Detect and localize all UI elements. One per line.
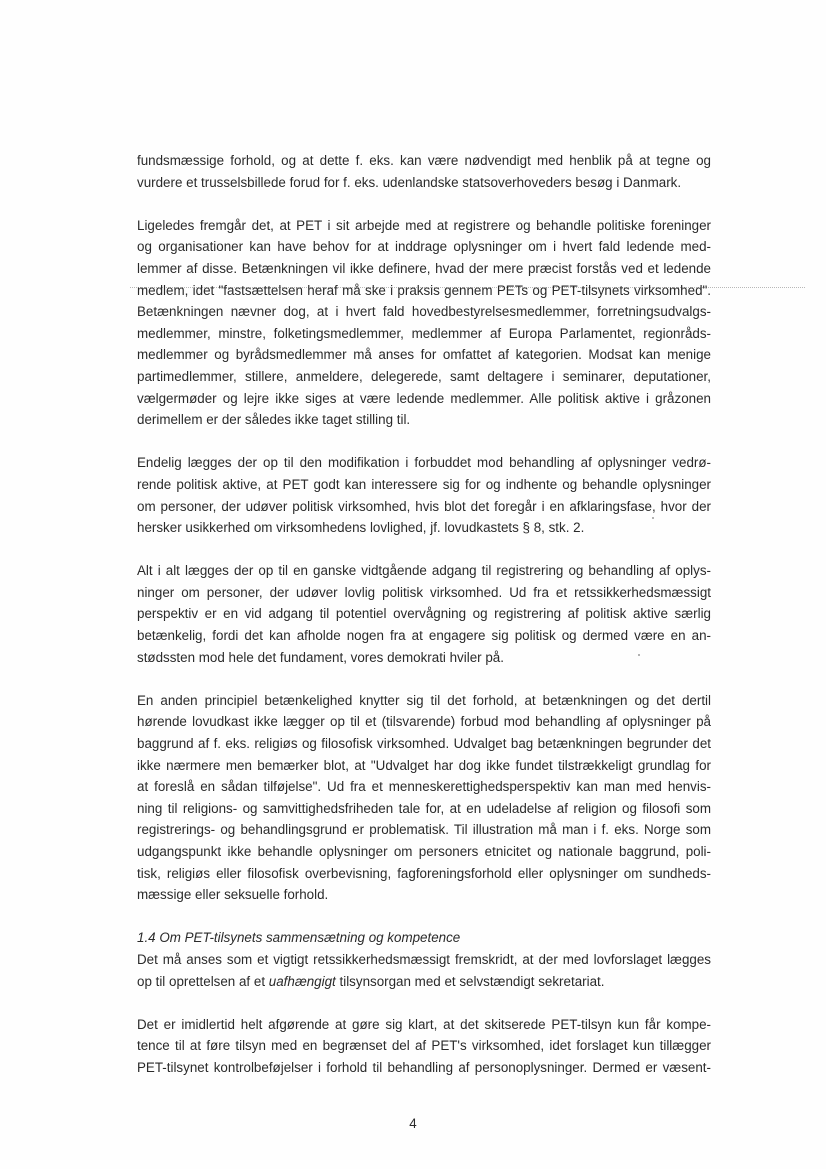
- text-fragment: op til oprettelsen af et: [137, 973, 269, 989]
- text-line: Ligeledes fremgår det, at PET i sit arbejde med at registrere og behandle politiske foreninger: [137, 217, 711, 233]
- paragraph-2: [137, 215, 711, 431]
- text-line: [137, 971, 711, 993]
- text-line: udgangspunkt ikke behandle oplysninger om personers etnicitet og nationale baggrund, poli-: [137, 844, 711, 859]
- text-line: at foreslå en sådan tilføjelse". Ud fra et menneskerettighedsperspektiv kan man med henvis-: [137, 779, 711, 795]
- text-line: rende politisk aktive, at PET godt kan interessere sig for og indhente og behandle oplysninger: [137, 476, 711, 492]
- text-line: tisk, religiøs eller filosofisk overbevisning, fagforeningsforhold eller oplysninger om sundheds-: [137, 865, 711, 881]
- text-line: medlemmer og byrådsmedlemmer må anses for omfattet af kategorien. Modsat kan menige: [137, 347, 711, 363]
- text-line: En anden principiel betænkelighed knytter sig til det forhold, at betænkningen og det dertil: [137, 692, 711, 708]
- text-line: fundsmæssige forhold, og at dette f. eks. kan være nødvendigt med henblik på at tegne og: [137, 153, 711, 168]
- text-line: Endelig lægges der op til den modifikation i forbuddet mod behandling af oplysninger vedrø-: [137, 455, 711, 471]
- text-line: vælgermøder og lejre ikke siges at være ledende medlemmer. Alle politisk aktive i gråzonen: [137, 390, 711, 406]
- text-line: ikke nærmere men bemærker blot, at "Udvalget har dog ikke fundet tilstrækkeligt grundlag for: [137, 757, 711, 773]
- text-fragment: tilsynsorgan med et selvstændigt sekretariat.: [335, 973, 605, 989]
- document-body: [137, 150, 711, 1100]
- text-line: Det er imidlertid helt afgørende at gøre sig klart, at det skitserede PET-tilsyn kun får kompe-: [137, 1016, 711, 1032]
- text-line: hørende lovudkast ikke lægger op til et (tilsvarende) forbud mod behandling af oplysninger på: [137, 714, 711, 730]
- text-line: hersker usikkerhed om virksomhedens lovlighed, jf. lovudkastets § 8, stk. 2.: [137, 520, 585, 536]
- text-line: medlemmer, minstre, folketingsmedlemmer, medlemmer af Europa Parlamentet, regionråds-: [137, 325, 711, 341]
- text-line: Betænkningen nævner dog, at i hvert fald hovedbestyrelsesmedlemmer, forretningsudvalgs-: [137, 304, 711, 320]
- text-line: vurdere et trusselsbillede forud for f. eks. udenlandske statsoverhoveders besøg i Danmark.: [137, 174, 682, 190]
- text-line: registrerings- og behandlingsgrund er problematisk. Til illustration må man i f. eks. Norge som: [137, 822, 711, 838]
- text-line: PET-tilsynet kontrolbeføjelser i forhold til behandling af personoplysninger. Dermed er væsent-: [137, 1059, 711, 1075]
- text-line: ninger om personer, der udøver lovlig politisk virksomhed. Ud fra et retssikkerhedsmæssigt: [137, 584, 711, 600]
- text-line: medlem, idet "fastsættelsen heraf må ske i praksis gennem PETs og PET-tilsynets virksomhed".: [137, 282, 711, 298]
- text-line: Alt i alt lægges der op til en ganske vidtgående adgang til registrering og behandling af oplys-: [137, 563, 711, 579]
- text-line: om personer, der udøver politisk virksomhed, hvis blot det foregår i en afklaringsfase, hvor der: [137, 498, 711, 514]
- text-line: baggrund af f. eks. religiøs og filosofisk virksomhed. Udvalget bag betænkningen begrunder det: [137, 736, 711, 752]
- paragraph-3: [137, 452, 711, 538]
- text-line: stødssten mod hele det fundament, vores demokrati hviler på.: [137, 649, 504, 665]
- text-line: mæssige eller seksuelle forhold.: [137, 887, 329, 903]
- paragraph-1: [137, 150, 711, 193]
- text-line: lemmer af disse. Betænkningen vil ikke definere, hvad der mere præcist forstås ved et ledende: [137, 260, 711, 276]
- section-1-4: [137, 927, 711, 992]
- paragraph-6: [137, 1014, 711, 1079]
- text-line: betænkelig, fordi det kan afholde nogen fra at engagere sig politisk og dermed være en an-: [137, 628, 711, 644]
- text-line: partimedlemmer, stillere, anmeldere, delegerede, samt deltagere i seminarer, deputationer,: [137, 368, 711, 384]
- text-line: Det må anses som et vigtigt retssikkerhedsmæssigt fremskridt, at der med lovforslaget lægges: [137, 951, 711, 967]
- text-line: og organisationer kan have behov for at inddrage oplysninger om i hvert fald ledende med-: [137, 239, 711, 255]
- paragraph-4: [137, 560, 711, 668]
- paragraph-5: [137, 690, 711, 906]
- section-heading: 1.4 Om PET-tilsynets sammensætning og kompetence: [137, 930, 461, 946]
- text-line: ning til religions- og samvittighedsfriheden tale for, at en udeladelse af religion og filosofi som: [137, 800, 711, 816]
- page-number: 4: [409, 1116, 417, 1131]
- text-line: tence til at føre tilsyn med en begrænset del af PET's virksomhed, idet forslaget kun tillægger: [137, 1038, 711, 1054]
- text-line: perspektiv er en vid adgang til potentiel overvågning og registrering af politisk aktive særlig: [137, 606, 711, 622]
- emphasis-text: uafhængigt: [268, 973, 336, 989]
- text-line: derimellem er der således ikke taget stilling til.: [137, 412, 411, 428]
